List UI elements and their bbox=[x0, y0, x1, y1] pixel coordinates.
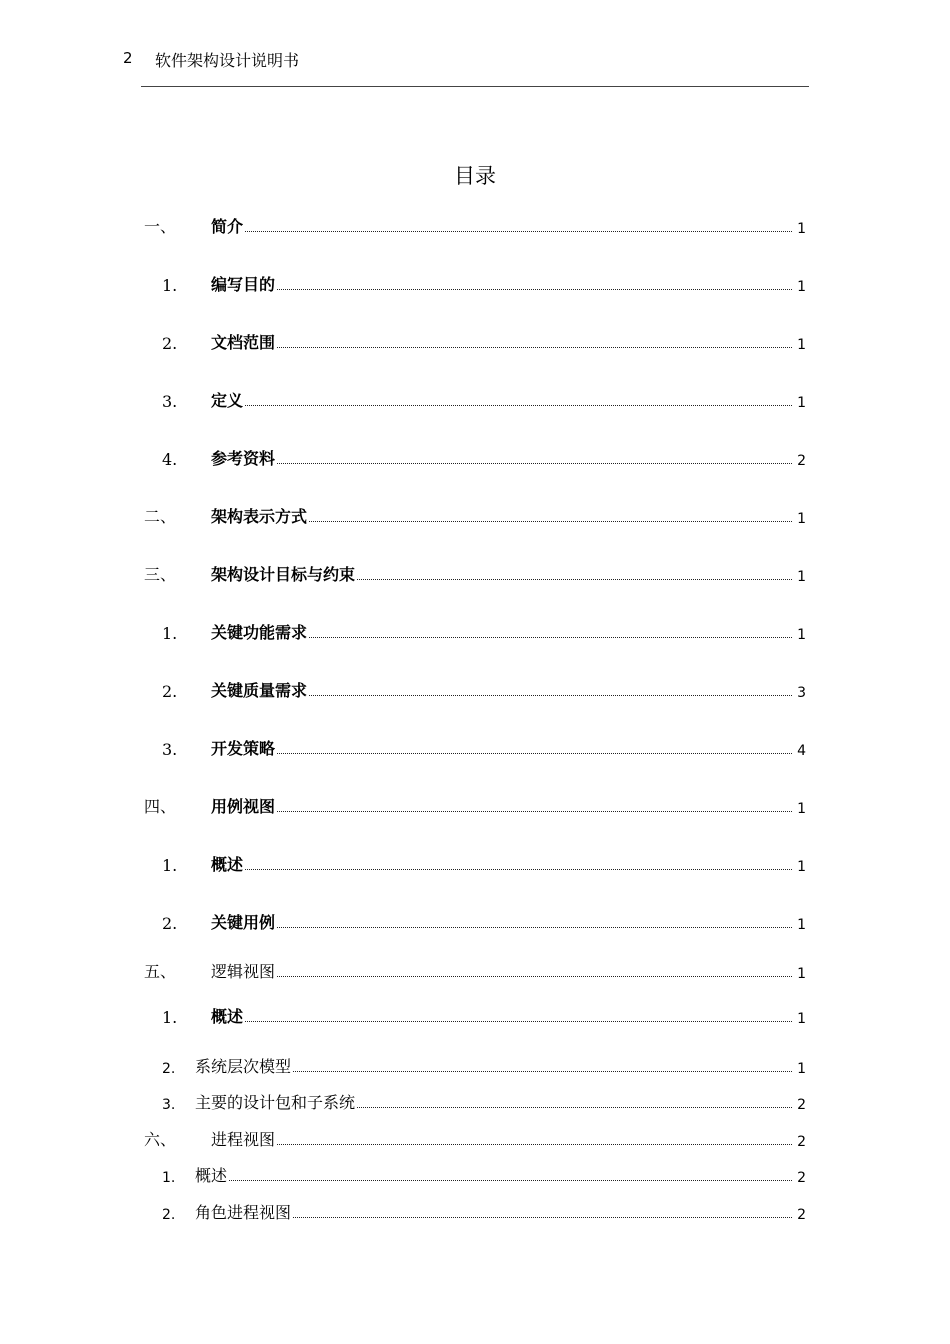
toc-entry-number: 三、 bbox=[144, 565, 177, 584]
toc-entry-number: 3. bbox=[162, 1097, 176, 1113]
toc-entry[interactable] bbox=[144, 1126, 806, 1150]
toc-entry-number: 1. bbox=[162, 1170, 176, 1186]
toc-entry-number: 五、 bbox=[144, 962, 177, 981]
toc-entry-number: 2. bbox=[162, 1207, 176, 1223]
toc-dot-leader bbox=[245, 221, 792, 232]
toc-entry-page: 1 bbox=[797, 337, 806, 353]
toc-entry[interactable] bbox=[144, 619, 806, 643]
toc-entry-number: 六、 bbox=[144, 1130, 177, 1149]
toc-entry-label: 开发策略 bbox=[211, 739, 276, 758]
toc-entry-label: 参考资料 bbox=[211, 449, 276, 468]
toc-entry-number: 4. bbox=[162, 450, 178, 469]
toc-entry-number: 2. bbox=[162, 334, 178, 353]
toc-dot-leader bbox=[277, 453, 792, 464]
toc-dot-leader bbox=[277, 743, 792, 754]
toc-entry-label: 进程视图 bbox=[211, 1130, 276, 1149]
toc-entry-page: 2 bbox=[797, 1097, 806, 1113]
toc-entry-number: 二、 bbox=[144, 507, 177, 526]
toc-entry-number: 2. bbox=[162, 1061, 176, 1077]
toc-dot-leader bbox=[293, 1207, 792, 1218]
document-title: 软件架构设计说明书 bbox=[155, 51, 300, 70]
toc-dot-leader bbox=[245, 859, 792, 870]
toc-entry-page: 1 bbox=[797, 859, 806, 875]
toc-dot-leader bbox=[277, 279, 792, 290]
toc-entry-page: 1 bbox=[797, 1011, 806, 1027]
toc-entry-number: 2. bbox=[162, 682, 178, 701]
toc-entry-page: 1 bbox=[797, 569, 806, 585]
toc-title: 目录 bbox=[454, 164, 496, 188]
toc-entry-page: 2 bbox=[797, 453, 806, 469]
toc-dot-leader bbox=[245, 395, 792, 406]
toc-entry-page: 2 bbox=[797, 1170, 806, 1186]
toc-entry-label: 架构表示方式 bbox=[211, 507, 308, 526]
toc-entry-label: 概述 bbox=[211, 855, 244, 874]
toc-entry-page: 1 bbox=[797, 221, 806, 237]
toc-entry[interactable] bbox=[144, 735, 806, 759]
toc-dot-leader bbox=[277, 1134, 792, 1145]
toc-entry-label: 关键质量需求 bbox=[211, 681, 308, 700]
toc-entry[interactable] bbox=[144, 1053, 806, 1077]
toc-dot-leader bbox=[357, 569, 792, 580]
toc-entry-label: 用例视图 bbox=[211, 797, 276, 816]
toc-entry-page: 1 bbox=[797, 966, 806, 982]
toc-entry-number: 1. bbox=[162, 856, 178, 875]
toc-entry-page: 1 bbox=[797, 627, 806, 643]
toc-entry-page: 1 bbox=[797, 917, 806, 933]
toc-entry[interactable] bbox=[144, 793, 806, 817]
toc-entry-page: 1 bbox=[797, 395, 806, 411]
toc-entry-page: 1 bbox=[797, 801, 806, 817]
toc-dot-leader bbox=[357, 1097, 792, 1108]
toc-entry-page: 1 bbox=[797, 279, 806, 295]
toc-dot-leader bbox=[245, 1011, 792, 1022]
header-rule bbox=[141, 86, 809, 87]
toc-entry[interactable] bbox=[144, 958, 806, 982]
toc-entry-number: 一、 bbox=[144, 217, 177, 236]
toc-entry[interactable] bbox=[144, 1003, 806, 1027]
toc-entry[interactable] bbox=[144, 387, 806, 411]
toc-entry[interactable] bbox=[144, 213, 806, 237]
toc-entry[interactable] bbox=[144, 909, 806, 933]
toc-dot-leader bbox=[277, 917, 792, 928]
toc-entry-number: 1. bbox=[162, 1008, 178, 1027]
toc-entry-label: 关键用例 bbox=[211, 913, 276, 932]
toc-entry-label: 关键功能需求 bbox=[211, 623, 308, 642]
toc-entry-page: 3 bbox=[797, 685, 806, 701]
toc-entry[interactable] bbox=[144, 329, 806, 353]
toc-entry[interactable] bbox=[144, 561, 806, 585]
toc-entry-label: 角色进程视图 bbox=[195, 1203, 292, 1222]
toc-entry[interactable] bbox=[144, 503, 806, 527]
toc-entry[interactable] bbox=[144, 271, 806, 295]
toc-dot-leader bbox=[277, 337, 792, 348]
toc-entry-label: 架构设计目标与约束 bbox=[211, 565, 356, 584]
toc-entry-number: 1. bbox=[162, 624, 178, 643]
toc-entry[interactable] bbox=[144, 851, 806, 875]
toc-entry-number: 3. bbox=[162, 392, 178, 411]
toc-entry-page: 2 bbox=[797, 1134, 806, 1150]
toc-entry-page: 1 bbox=[797, 511, 806, 527]
toc-entry-label: 定义 bbox=[211, 391, 244, 410]
toc-entry-label: 概述 bbox=[195, 1166, 228, 1185]
toc-entry-number: 3. bbox=[162, 740, 178, 759]
page-header bbox=[0, 0, 950, 90]
toc-entry[interactable] bbox=[144, 1089, 806, 1113]
toc-entry[interactable] bbox=[144, 677, 806, 701]
toc-entry-number: 1. bbox=[162, 276, 178, 295]
toc-entry[interactable] bbox=[144, 445, 806, 469]
toc-entry-label: 简介 bbox=[211, 217, 244, 236]
toc-entry-label: 逻辑视图 bbox=[211, 962, 276, 981]
toc-entry-label: 系统层次模型 bbox=[195, 1057, 292, 1076]
toc-dot-leader bbox=[293, 1061, 792, 1072]
toc-entry[interactable] bbox=[144, 1199, 806, 1223]
toc-entry-page: 4 bbox=[797, 743, 806, 759]
toc-entry-label: 主要的设计包和子系统 bbox=[195, 1093, 356, 1112]
toc-entry-label: 概述 bbox=[211, 1007, 244, 1026]
toc-entry-number: 2. bbox=[162, 914, 178, 933]
toc-dot-leader bbox=[309, 685, 792, 696]
toc-dot-leader bbox=[309, 627, 792, 638]
toc-dot-leader bbox=[309, 511, 792, 522]
toc-entry[interactable] bbox=[144, 1162, 806, 1186]
page-number: 2 bbox=[123, 49, 133, 67]
toc-entry-page: 1 bbox=[797, 1061, 806, 1077]
toc-dot-leader bbox=[277, 801, 792, 812]
toc-entry-page: 2 bbox=[797, 1207, 806, 1223]
toc-dot-leader bbox=[277, 966, 792, 977]
toc-entry-number: 四、 bbox=[144, 797, 177, 816]
toc-entry-label: 编写目的 bbox=[211, 275, 276, 294]
toc-entry-label: 文档范围 bbox=[211, 333, 276, 352]
toc-dot-leader bbox=[229, 1170, 792, 1181]
